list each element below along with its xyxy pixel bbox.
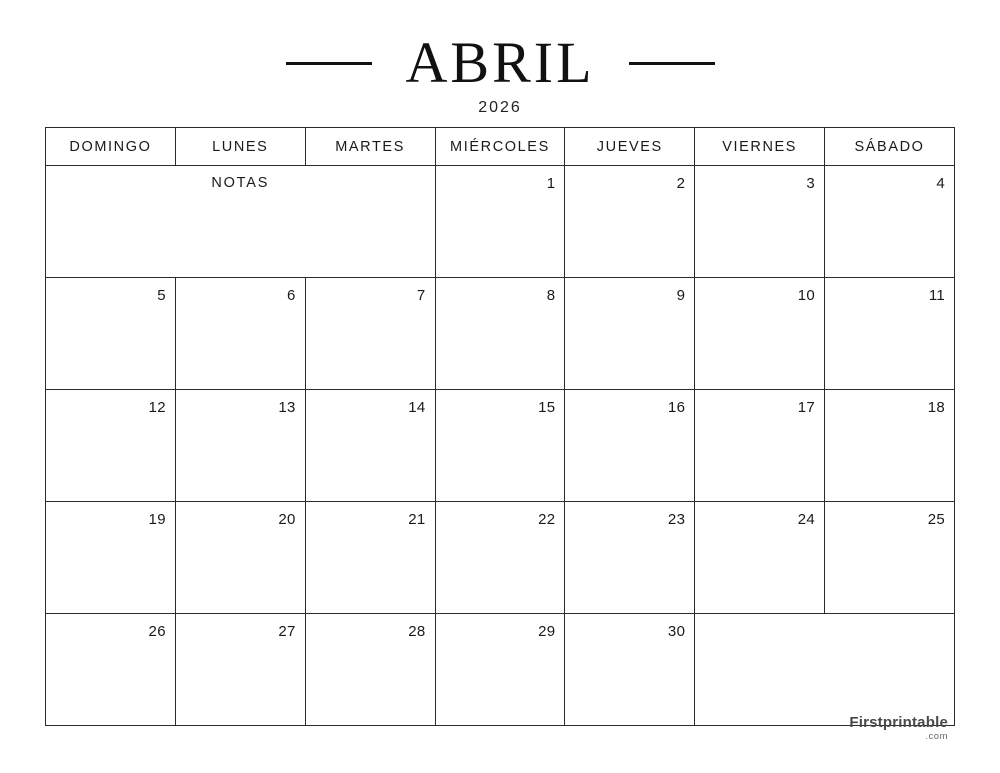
day-number: 14 xyxy=(408,399,426,416)
day-cell[interactable] xyxy=(695,502,825,614)
day-cell[interactable] xyxy=(175,278,305,390)
day-cell[interactable] xyxy=(175,390,305,502)
day-number: 15 xyxy=(538,399,556,416)
day-cell[interactable] xyxy=(565,502,695,614)
week-row xyxy=(46,502,955,614)
day-cell[interactable] xyxy=(305,390,435,502)
weekday-header-row xyxy=(46,128,955,166)
day-number: 8 xyxy=(546,287,556,304)
day-cell[interactable] xyxy=(175,502,305,614)
empty-day-cell[interactable] xyxy=(695,614,955,726)
day-number: 22 xyxy=(538,511,556,528)
day-number: 16 xyxy=(667,399,686,416)
day-number: 28 xyxy=(408,623,426,640)
day-cell[interactable] xyxy=(175,614,305,726)
day-number: 21 xyxy=(408,511,426,528)
day-number: 23 xyxy=(667,511,686,528)
day-number: 9 xyxy=(676,287,686,304)
weekday-header-domingo: DOMINGO xyxy=(46,128,176,166)
day-number: 1 xyxy=(546,175,556,192)
weekday-header-miercoles: MIÉRCOLES xyxy=(435,128,565,166)
day-cell[interactable] xyxy=(435,614,565,726)
weekday-header-martes: MARTES xyxy=(305,128,435,166)
day-number: 20 xyxy=(278,511,296,528)
weekday-header-sabado: SÁBADO xyxy=(825,128,955,166)
day-number: 7 xyxy=(416,287,426,304)
day-number: 13 xyxy=(278,399,296,416)
day-cell[interactable] xyxy=(305,278,435,390)
day-cell[interactable] xyxy=(825,502,955,614)
day-cell[interactable] xyxy=(695,278,825,390)
day-number: 26 xyxy=(148,623,166,640)
day-number: 17 xyxy=(797,399,816,416)
day-cell[interactable] xyxy=(46,614,176,726)
day-number: 11 xyxy=(928,287,945,304)
calendar-grid xyxy=(45,127,955,726)
day-number: 29 xyxy=(538,623,556,640)
day-cell[interactable] xyxy=(565,166,695,278)
brand-domain: .com xyxy=(925,730,948,742)
week-row xyxy=(46,614,955,726)
brand-name: Firstprintable xyxy=(849,713,948,731)
day-cell[interactable] xyxy=(305,614,435,726)
day-number: 27 xyxy=(278,623,296,640)
title-row xyxy=(0,30,1000,95)
day-cell[interactable] xyxy=(565,278,695,390)
page-title: ABRIL xyxy=(405,30,595,95)
weekday-header-jueves: JUEVES xyxy=(565,128,695,166)
week-row xyxy=(46,166,955,278)
day-number: 4 xyxy=(936,175,945,192)
day-cell[interactable] xyxy=(825,390,955,502)
day-cell[interactable] xyxy=(565,614,695,726)
year-label: 2026 xyxy=(478,99,522,116)
day-cell[interactable] xyxy=(825,166,955,278)
day-number: 24 xyxy=(797,511,816,528)
day-cell[interactable] xyxy=(305,502,435,614)
day-number: 10 xyxy=(797,287,816,304)
day-cell[interactable] xyxy=(435,278,565,390)
day-number: 5 xyxy=(157,287,166,304)
day-number: 12 xyxy=(148,399,166,416)
day-number: 30 xyxy=(667,623,686,640)
title-rule-right xyxy=(629,62,715,65)
day-cell[interactable] xyxy=(825,278,955,390)
week-row xyxy=(46,390,955,502)
day-cell[interactable] xyxy=(565,390,695,502)
week-row xyxy=(46,278,955,390)
day-cell[interactable] xyxy=(435,166,565,278)
day-number: 2 xyxy=(676,175,686,192)
day-cell[interactable] xyxy=(435,390,565,502)
day-cell[interactable] xyxy=(46,502,176,614)
day-number: 18 xyxy=(927,399,945,416)
day-cell[interactable] xyxy=(695,166,825,278)
day-number: 25 xyxy=(927,511,945,528)
day-number: 19 xyxy=(148,511,166,528)
day-cell[interactable] xyxy=(46,390,176,502)
weekday-header-lunes: LUNES xyxy=(175,128,305,166)
day-cell[interactable] xyxy=(435,502,565,614)
day-cell[interactable] xyxy=(695,390,825,502)
title-rule-left xyxy=(286,62,372,65)
weekday-header-viernes: VIERNES xyxy=(695,128,825,166)
day-cell[interactable] xyxy=(46,278,176,390)
day-number: 3 xyxy=(806,175,816,192)
day-number: 6 xyxy=(287,287,296,304)
notes-cell[interactable] xyxy=(46,166,436,278)
notes-label: NOTAS xyxy=(211,175,270,191)
brand-watermark xyxy=(849,715,948,742)
